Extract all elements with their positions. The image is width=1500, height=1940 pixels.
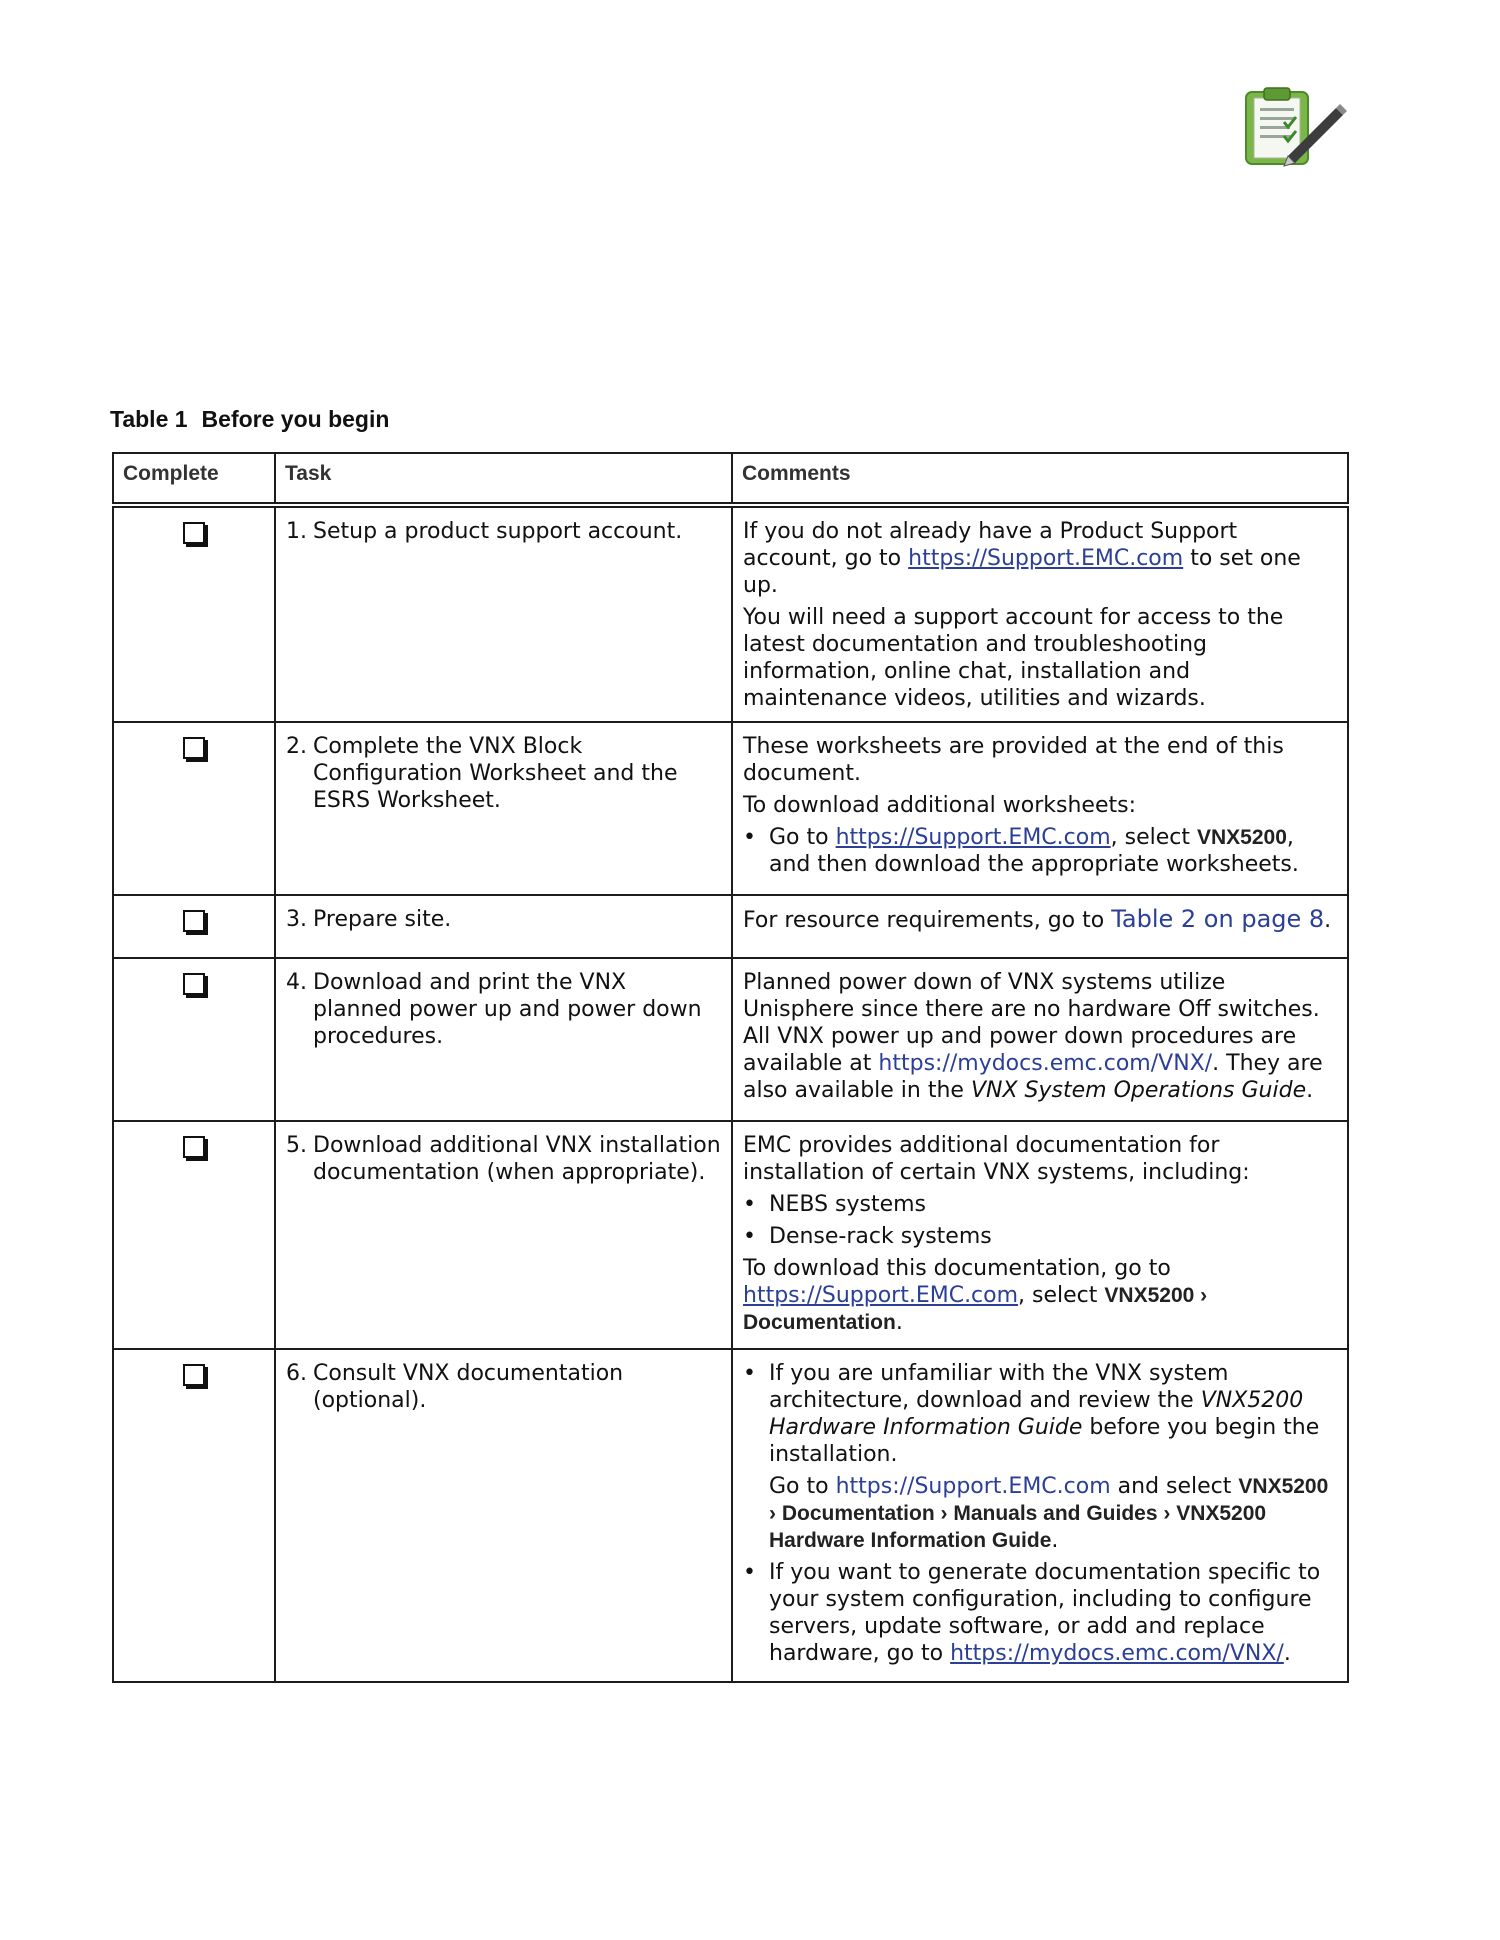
bullet-icon: • [743, 1361, 756, 1386]
task-cell [275, 1121, 732, 1349]
complete-cell [113, 722, 275, 895]
table-cross-reference-link[interactable]: Table 2 on page 8 [1111, 905, 1325, 933]
task-checkbox[interactable] [183, 522, 205, 544]
complete-cell [113, 1349, 275, 1682]
task-number: 4. [286, 970, 307, 995]
support-link[interactable]: https://Support.EMC.com [835, 825, 1111, 850]
complete-cell [113, 958, 275, 1121]
support-link[interactable]: https://Support.EMC.com [835, 1474, 1111, 1499]
before-you-begin-table [112, 452, 1349, 1683]
guide-title: VNX5200 Hardware Information Guide [769, 1388, 1304, 1440]
table-row [113, 895, 1348, 958]
comments-cell: For resource requirements, go to Table 2 on page 8. [732, 895, 1348, 958]
table-header-row [113, 453, 1348, 505]
task-text: Download additional VNX installation documentation (when appropriate). [313, 1133, 721, 1185]
comment-text: EMC provides additional documentation for installation of certain VNX systems, including: [743, 1133, 1250, 1185]
comments-cell [732, 1349, 1348, 1682]
table-title: Before you begin [201, 406, 390, 432]
task-checkbox[interactable] [183, 737, 205, 759]
mydocs-link[interactable]: https://mydocs.emc.com/VNX/ [950, 1641, 1284, 1666]
table-row [113, 958, 1348, 1121]
bullet-item: • Go to https://Support.EMC.com, select VNX5200, and then download the appropriate worksheets. [743, 825, 1299, 877]
bullet-icon: • [743, 1560, 756, 1585]
complete-cell [113, 895, 275, 958]
task-checkbox[interactable] [183, 1364, 205, 1386]
bullet-item: • NEBS systems [743, 1192, 927, 1217]
table-row [113, 1121, 1348, 1349]
comment-text: to set one up. [743, 546, 1301, 598]
guide-title: VNX System Operations Guide [970, 1078, 1307, 1103]
table-row [113, 722, 1348, 895]
bullet-icon: • [743, 825, 756, 850]
bullet-item: • Dense-rack systems [743, 1224, 992, 1249]
table-row [113, 1349, 1348, 1682]
task-cell [275, 895, 732, 958]
support-link[interactable]: https://Support.EMC.com [743, 1283, 1019, 1308]
bullet-icon: • [743, 1192, 756, 1217]
task-text: Consult VNX documentation (optional). [313, 1361, 624, 1413]
comment-text: To download additional worksheets: [743, 793, 1136, 818]
task-text: Setup a product support account. [313, 519, 683, 544]
table-caption [110, 406, 389, 433]
bullet-item: • If you are unfamiliar with the VNX system architecture, download and review the VNX5200 Hardware Information Guide before you begin the installation. Go to https://Support.EMC.com and select VNX5200 › Documentation › Manuals and Guides › VNX5200 Hardware Information Guide. [743, 1361, 1329, 1553]
bullet-icon: • [743, 1224, 756, 1249]
task-cell [275, 722, 732, 895]
comments-cell: Planned power down of VNX systems utilize Unisphere since there are no hardware Off switches. All VNX power up and power down procedures are available at https://mydocs.emc.com/VNX/. They are also available in the VNX System Operations Guide. [732, 958, 1348, 1121]
comments-cell [732, 722, 1348, 895]
support-link[interactable]: https://Support.EMC.com [908, 546, 1184, 571]
task-number: 3. [286, 907, 307, 932]
ui-path-label: VNX5200 › Documentation › Manuals and Guides › VNX5200 Hardware Information Guide [769, 1475, 1329, 1552]
complete-cell [113, 505, 275, 722]
comment-text: These worksheets are provided at the end of this document. [743, 734, 1284, 786]
task-number: 5. [286, 1133, 307, 1158]
task-number: 6. [286, 1361, 307, 1386]
table-number: Table 1 [110, 406, 188, 432]
complete-cell [113, 1121, 275, 1349]
ui-path-label: VNX5200 › Documentation [743, 1284, 1208, 1334]
checklist-clipboard-icon [1244, 86, 1348, 168]
task-checkbox[interactable] [183, 973, 205, 995]
task-cell [275, 505, 732, 722]
task-cell [275, 958, 732, 1121]
mydocs-link[interactable]: https://mydocs.emc.com/VNX/ [878, 1051, 1213, 1076]
column-header-comments: Comments [732, 453, 1348, 505]
task-number: 1. [286, 519, 307, 544]
task-cell [275, 1349, 732, 1682]
bullet-item: • If you want to generate documentation specific to your system configuration, including to configure servers, update software, or add and replace hardware, go to https://mydocs.emc.com/VNX/. [743, 1560, 1321, 1666]
comment-text: If you do not already have a Product Support account, go to [743, 519, 1238, 571]
task-checkbox[interactable] [183, 1136, 205, 1158]
task-checkbox[interactable] [183, 910, 205, 932]
comment-text: You will need a support account for access to the latest documentation and troubleshooting information, online chat, installation and maintenance videos, utilities and wizards. [743, 605, 1284, 711]
column-header-task: Task [275, 453, 732, 505]
ui-path-label: VNX5200 [1197, 826, 1287, 849]
table-row [113, 505, 1348, 722]
task-text: Download and print the VNX planned power up and power down procedures. [313, 970, 702, 1049]
comments-cell [732, 505, 1348, 722]
task-text: Complete the VNX Block Configuration Worksheet and the ESRS Worksheet. [313, 734, 678, 813]
column-header-complete: Complete [113, 453, 275, 505]
task-number: 2. [286, 734, 307, 759]
comments-cell: EMC provides additional documentation for installation of certain VNX systems, including: • NEBS systems • Dense-rack systems To download this documentation, go to https://Support.EMC.com, select VNX5200 › Documentation. [732, 1121, 1348, 1349]
task-text: Prepare site. [313, 907, 452, 932]
